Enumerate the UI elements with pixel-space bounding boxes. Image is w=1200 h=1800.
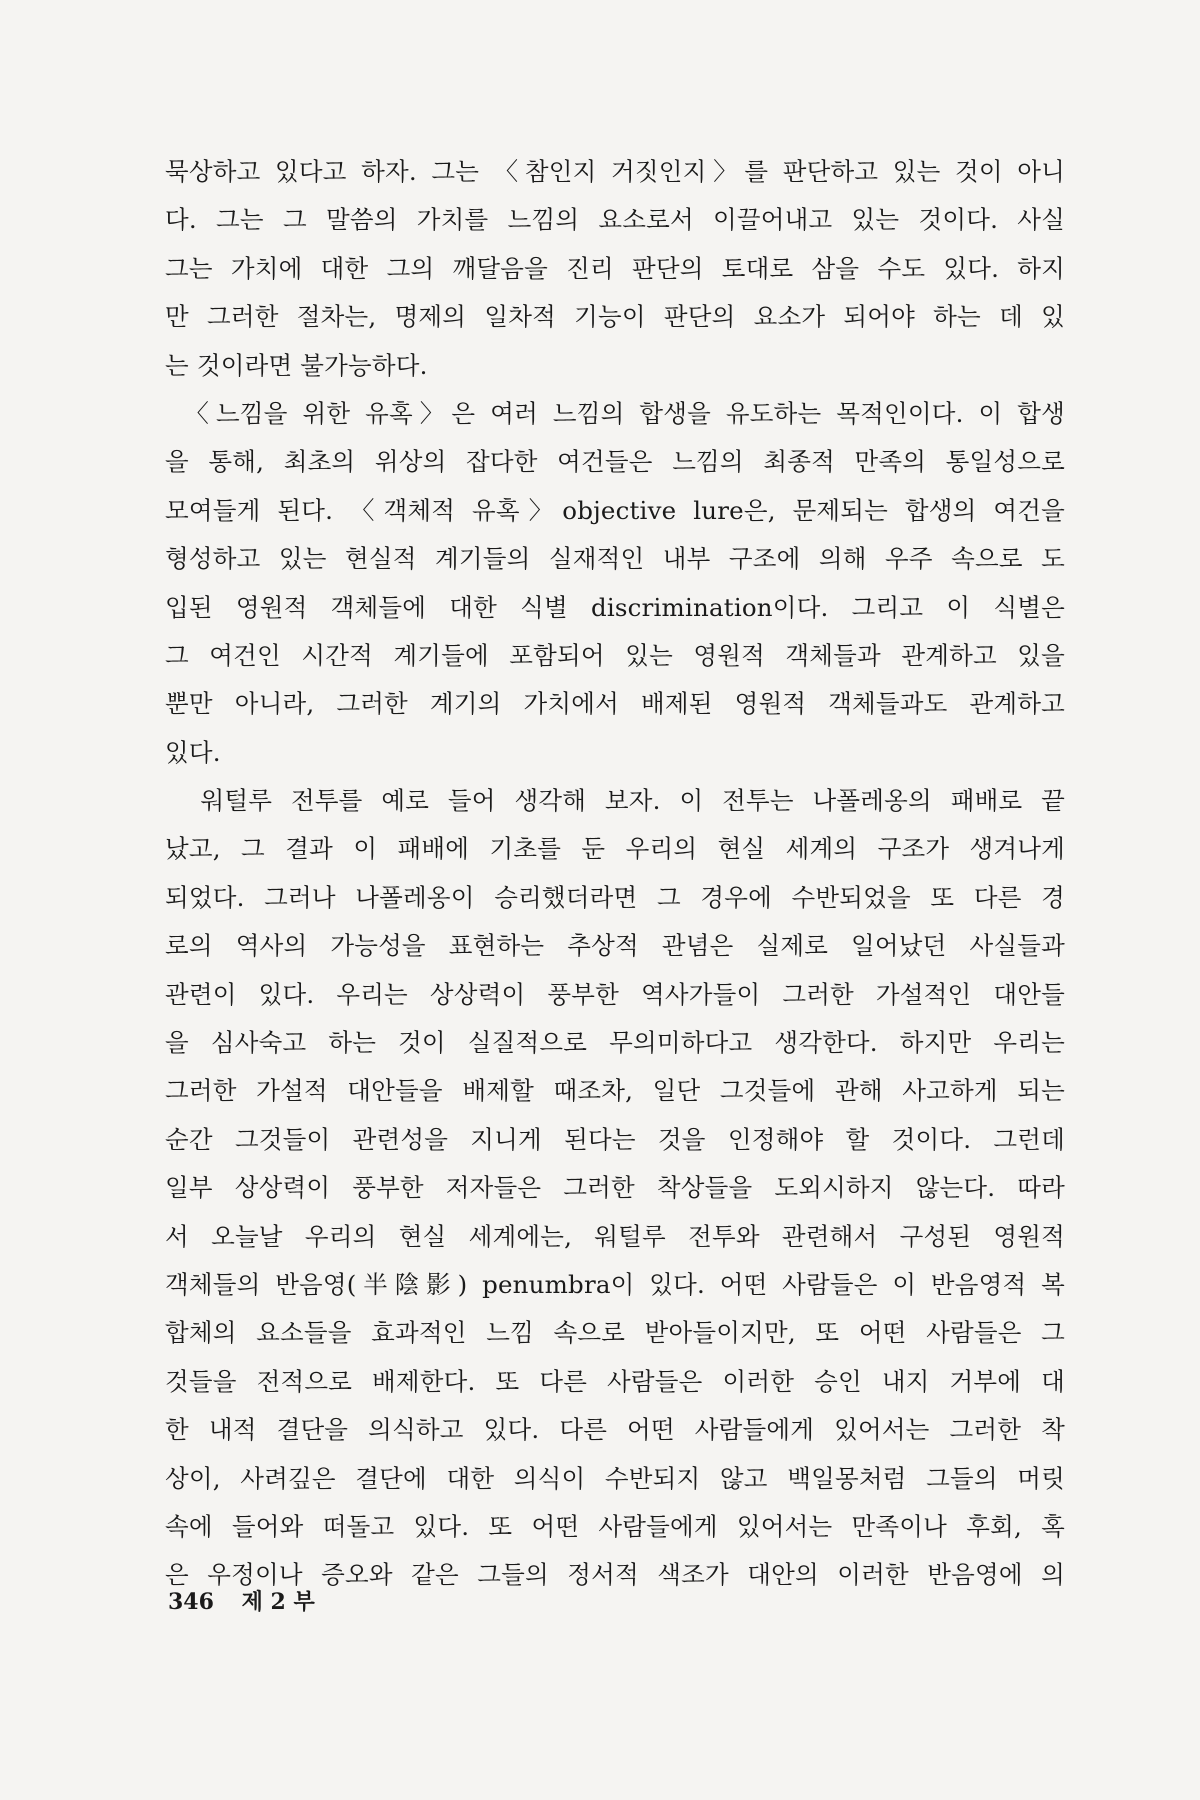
page-number: 346 <box>168 1589 214 1615</box>
text-line: 순간 그것들이 관련성을 지니게 된다는 것을 인정해야 할 것이다. 그런데 <box>165 1124 1065 1154</box>
text-line: 일부 상상력이 풍부한 저자들은 그러한 착상들을 도외시하지 않는다. 따라 <box>165 1173 1065 1203</box>
text-line: 있다. <box>165 737 221 767</box>
text-line: 속에 들어와 떠돌고 있다. 또 어떤 사람들에게 있어서는 만족이나 후회, 혹 <box>165 1511 1065 1541</box>
text-line: 은 우정이나 증오와 같은 그들의 정서적 색조가 대안의 이러한 반음영에 의 <box>165 1560 1065 1590</box>
text-line: 상이, 사려깊은 결단에 대한 의식이 수반되지 않고 백일몽처럼 그들의 머릿 <box>165 1463 1065 1493</box>
text-line: 뿐만 아니라, 그러한 계기의 가치에서 배제된 영원적 객체들과도 관계하고 <box>165 689 1065 719</box>
text-line: 합체의 요소들을 효과적인 느낌 속으로 받아들이지만, 또 어떤 사람들은 그 <box>165 1318 1065 1348</box>
text-line: 되었다. 그러나 나폴레옹이 승리했더라면 그 경우에 수반되었을 또 다른 경 <box>165 882 1065 912</box>
text-line: 〈느낌을 위한 유혹〉은 여러 느낌의 합생을 유도하는 목적인이다. 이 합생 <box>165 398 1065 428</box>
text-line: 서 오늘날 우리의 현실 세계에는, 워털루 전투와 관련해서 구성된 영원적 <box>165 1221 1065 1251</box>
text-line: 그는 가치에 대한 그의 깨달음을 진리 판단의 토대로 삼을 수도 있다. 하지 <box>165 253 1065 283</box>
text-line: 을 통해, 최초의 위상의 잡다한 여건들은 느낌의 최종적 만족의 통일성으로 <box>165 447 1065 477</box>
text-line: 을 심사숙고 하는 것이 실질적으로 무의미하다고 생각한다. 하지만 우리는 <box>165 1028 1065 1058</box>
text-line: 형성하고 있는 현실적 계기들의 실재적인 내부 구조에 의해 우주 속으로 도 <box>165 544 1065 574</box>
text-line: 그러한 가설적 대안들을 배제할 때조차, 일단 그것들에 관해 사고하게 되는 <box>165 1076 1065 1106</box>
text-line: 모여들게 된다. 〈객체적 유혹〉objective lure은, 문제되는 합생의 여건을 <box>165 495 1065 525</box>
text-line: 는 것이라면 불가능하다. <box>165 350 428 380</box>
page-footer <box>168 1585 315 1616</box>
text-line: 것들을 전적으로 배제한다. 또 다른 사람들은 이러한 승인 내지 거부에 대 <box>165 1366 1065 1396</box>
text-line: 객체들의 반음영(半陰影) penumbra이 있다. 어떤 사람들은 이 반음영적 복 <box>165 1269 1065 1299</box>
text-line: 났고, 그 결과 이 패배에 기초를 둔 우리의 현실 세계의 구조가 생겨나게 <box>165 834 1065 864</box>
text-line: 만 그러한 절차는, 명제의 일차적 기능이 판단의 요소가 되어야 하는 데 있 <box>165 302 1065 332</box>
text-line: 입된 영원적 객체들에 대한 식별 discrimination이다. 그리고 이 식별은 <box>165 592 1065 622</box>
text-line: 그 여건인 시간적 계기들에 포함되어 있는 영원적 객체들과 관계하고 있을 <box>165 640 1065 670</box>
text-line: 로의 역사의 가능성을 표현하는 추상적 관념은 실제로 일어났던 사실들과 <box>165 931 1065 961</box>
text-line: 워털루 전투를 예로 들어 생각해 보자. 이 전투는 나폴레옹의 패배로 끝 <box>165 786 1065 816</box>
text-line: 한 내적 결단을 의식하고 있다. 다른 어떤 사람들에게 있어서는 그러한 착 <box>165 1415 1065 1445</box>
section-label: 제 2 부 <box>241 1589 315 1615</box>
text-line: 묵상하고 있다고 하자. 그는 〈참인지 거짓인지〉를 판단하고 있는 것이 아니 <box>165 157 1065 186</box>
text-line: 다. 그는 그 말씀의 가치를 느낌의 요소로서 이끌어내고 있는 것이다. 사실 <box>165 205 1065 235</box>
text-line: 관련이 있다. 우리는 상상력이 풍부한 역사가들이 그러한 가설적인 대안들 <box>165 979 1065 1009</box>
body-text <box>165 148 1065 1600</box>
